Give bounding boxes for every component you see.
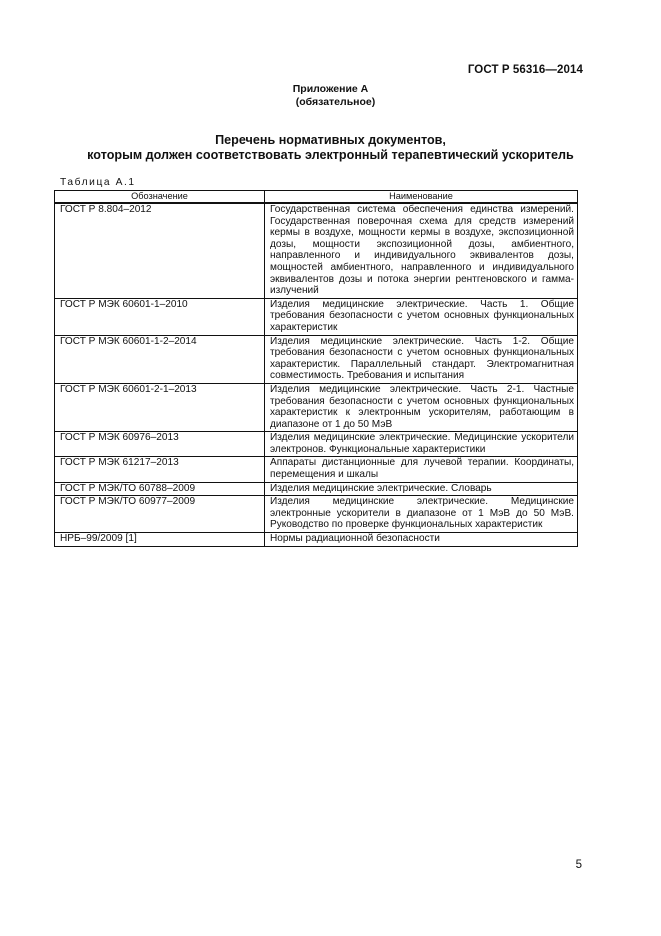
row-name: Нормы радиационной безопасности <box>265 533 578 547</box>
row-name: Аппараты дистанционные для лучевой терапии. Координаты, перемещения и шкалы <box>265 457 578 482</box>
document-title-line-1: Перечень нормативных документов, <box>215 133 446 147</box>
table-row <box>55 432 578 457</box>
table-row <box>55 533 578 547</box>
row-code: ГОСТ Р МЭК 60976–2013 <box>55 432 265 457</box>
annex-title: Приложение А <box>292 83 369 95</box>
row-code: ГОСТ Р МЭК 60601-1–2010 <box>55 298 265 335</box>
row-code: ГОСТ Р МЭК 61217–2013 <box>55 457 265 482</box>
norms-table <box>54 190 578 547</box>
page-number: 5 <box>575 859 582 871</box>
row-name: Государственная система обеспечения единства измерений. Государственная поверочная схема для средств измерений кермы в воздухе, мощности кермы в воздухе, экспозиционной дозы, мощности экспозиционной дозы, амбиентного, направленного и индивидуального эквивалентов дозы, мощностей амбиентного, направленного и индивидуального эквивалентов дозы и потока энергии рентгеновского и гамма-излучений <box>265 203 578 298</box>
table-row <box>55 457 578 482</box>
row-name: Изделия медицинские электрические. Словарь <box>265 482 578 496</box>
row-code: НРБ–99/2009 [1] <box>55 533 265 547</box>
row-name: Изделия медицинские электрические. Часть 2-1. Частные требования безопасности с учетом основных функциональных характеристик к электронным ускорителям, работающим в диапазоне от 1 до 50 МэВ <box>265 383 578 431</box>
table-caption: Таблица А.1 <box>60 177 136 188</box>
document-title-line-2: которым должен соответствовать электронный терапевтический ускоритель <box>87 148 574 162</box>
column-header-name: Наименование <box>265 191 578 204</box>
table-row <box>55 298 578 335</box>
table-row <box>55 482 578 496</box>
row-name: Изделия медицинские электрические. Часть 1-2. Общие требования безопасности с учетом основных функциональных характеристик. Параллельный стандарт. Электромагнитная совместимость. Требования и испытания <box>265 335 578 383</box>
row-code: ГОСТ Р МЭК 60601-2-1–2013 <box>55 383 265 431</box>
standard-code: ГОСТ Р 56316—2014 <box>467 64 583 76</box>
table-row <box>55 496 578 533</box>
row-name: Изделия медицинские электрические. Медицинские ускорители электронов. Функциональные характеристики <box>265 432 578 457</box>
row-code: ГОСТ Р МЭК/ТО 60788–2009 <box>55 482 265 496</box>
document-title <box>0 133 661 163</box>
table-row <box>55 383 578 431</box>
table-row <box>55 203 578 298</box>
column-header-code: Обозначение <box>55 191 265 204</box>
annex-heading <box>0 83 661 109</box>
row-name: Изделия медицинские электрические. Часть 1. Общие требования безопасности с учетом основных функциональных характеристик <box>265 298 578 335</box>
table-row <box>55 335 578 383</box>
table-header-row <box>55 191 578 204</box>
annex-subtitle: (обязательное) <box>295 96 376 108</box>
row-code: ГОСТ Р МЭК/ТО 60977–2009 <box>55 496 265 533</box>
row-code: ГОСТ Р 8.804–2012 <box>55 203 265 298</box>
row-code: ГОСТ Р МЭК 60601-1-2–2014 <box>55 335 265 383</box>
row-name: Изделия медицинские электрические. Медицинские электронные ускорители в диапазоне от 1 МэВ до 50 МэВ. Руководство по проверке функциональных характеристик <box>265 496 578 533</box>
